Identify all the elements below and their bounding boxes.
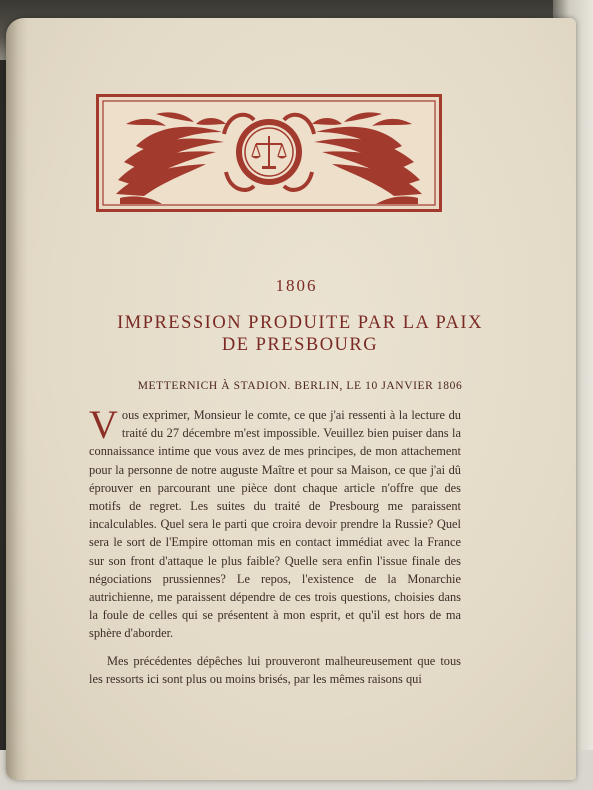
chapter-year: 1806	[275, 276, 318, 295]
decorative-headpiece	[96, 94, 442, 212]
chapter-title-line1: IMPRESSION PRODUITE PAR LA PAIX	[117, 313, 483, 333]
paragraph-1	[89, 402, 461, 643]
paragraph-2: Mes précédentes dépêches lui prouveront malheureusement que tous les ressorts ici sont plus ou moins brisés, par les mêmes raisons qui	[89, 653, 461, 686]
paragraph-1-text: ous exprimer, Monsieur le comte, ce que j'ai ressenti à la lecture du traité du 27 décembre m'est impossible. Veuillez bien puiser dans la connaissance intime que vous avez de mes principes, de mon attachement pour la personne de notre auguste Maître et pour sa Maison, ce que j'ai dû éprouver en parcourant une pièce dont chaque article n'offre que des motifs de regret. Les suites du traité de Presbourg me paraissent incalculables. Quel sera le parti que croira devoir prendre la Russie? Quel sera le sort de l'Empire ottoman mis en contact immédiat avec la France sur son front d'attaque le plus faible? Quelle sera enfin l'issue finale des négociations prussiennes? Le repos, l'existence de la Monarchie autrichienne, me paraissent dépendre de ces trois questions, choisies dans la foule de celles qui se présentent à mon esprit, et qu'il est hors de ma sphère d'aborder.	[89, 408, 461, 641]
page-gutter-shadow	[6, 18, 28, 780]
drop-cap: V	[89, 402, 118, 447]
letter-body	[89, 402, 461, 688]
scales-of-justice-icon	[236, 119, 302, 185]
letter-heading: METTERNICH À STADION. BERLIN, LE 10 JANVIER 1806	[137, 380, 463, 392]
chapter-title	[80, 312, 520, 356]
chapter-title-line2: DE PRESBOURG	[221, 335, 379, 355]
